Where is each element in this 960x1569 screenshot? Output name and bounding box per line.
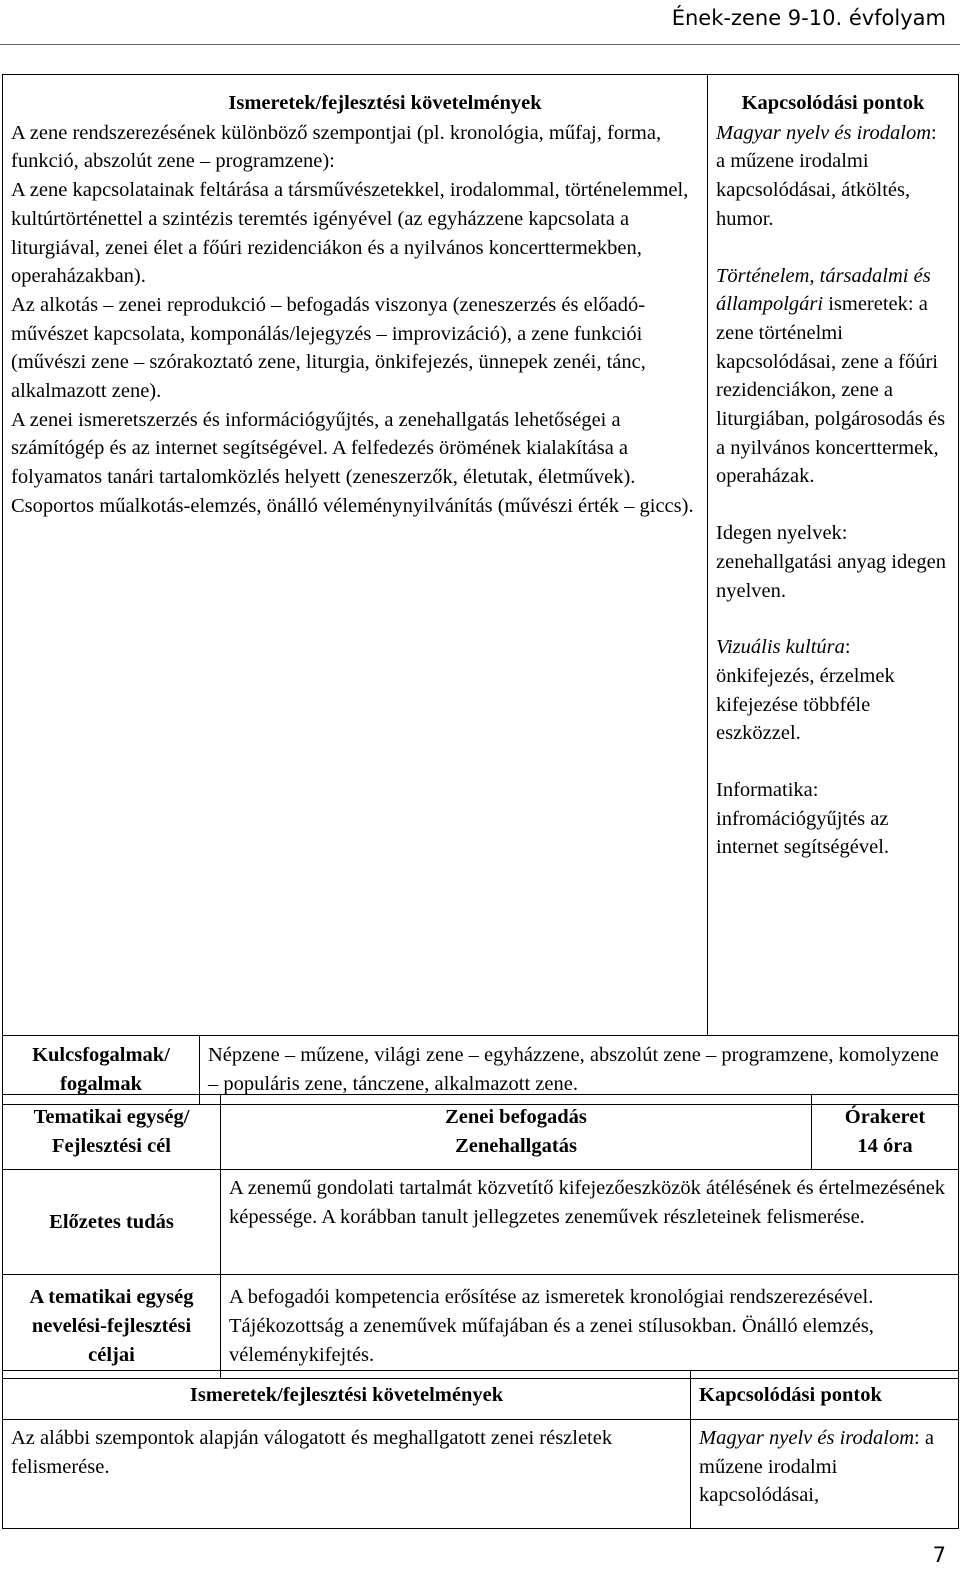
link-subject: Magyar nyelv és irodalom [699,1427,915,1449]
requirements-paragraph: Csoportos műalkotás-elemzés, önálló véleménynyilvánítás (művészi érték – giccs). [11,494,694,517]
link-subject: Vizuális kultúra [716,636,845,659]
link-item [699,1424,950,1510]
hours-label: Órakeret [844,1106,926,1129]
links-heading: Kapcsolódási pontok [699,1383,882,1406]
link-text: Informatika: infromációgyűjtés az internet segítségével. [716,779,890,859]
links-cell [708,75,959,1036]
page-number: 7 [932,1543,946,1567]
requirements-text-cell [3,1420,691,1529]
unit-table [2,1094,959,1379]
link-text: ismeretek: a zene történelmi kapcsolódásai, zene a főúri rezidenciákon, zene a liturgiában, polgárosodás és a nyilvános koncerttermek, operaházak. [716,293,946,488]
hours-cell [812,1095,959,1170]
requirements-table-2 [2,1370,959,1529]
requirements-paragraph: A zene rendszerezésének különböző szempontjai (pl. kronológia, műfaj, forma, funkció, abszolút zene – programzene): [11,121,662,173]
unit-title-line: Zenei befogadás [445,1106,587,1129]
link-item [716,633,950,748]
requirements-paragraph: A zene kapcsolatainak feltárása a társművészetekkel, irodalommal, történelemmel, kultúrtörténettel a szintézis teremtés igényével (az egyházzene kapcsolata a liturgiával, zenei élet a főúri rezidenciákon és a nyilvános koncerttermekben, operaházakban). [11,179,689,288]
requirements-paragraph: Az alkotás – zenei reprodukció – befogadás viszonya (zeneszerzés és előadó-művészet kapcsolata, komponálás/lejegyzés – improvizáció), a zene funkciói (művészi zene – szórakoztató zene, liturgia, önkifejezés, ünnepek zenéi, tánc, alkalmazott zene). [11,293,646,403]
page-header-title: Ének-zene 9-10. évfolyam [671,6,946,30]
link-item [716,119,950,234]
link-text: : a műzene irodalmi kapcsolódásai, [699,1427,934,1507]
goals-label: A tematikai egység nevelési-fejlesztési céljai [29,1286,194,1366]
prior-knowledge-text-cell [221,1170,959,1275]
header-divider [0,44,960,45]
key-concepts-label: Kulcsfogalmak/ fogalmak [32,1044,170,1095]
prior-knowledge-text: A zenemű gondolati tartalmát közvetítő kifejezőeszközök átélésének és értelmezésének képessége. A korábban tanult jellegzetes zeneművek részleteinek felismerése. [229,1177,946,1228]
goals-label-cell [3,1275,221,1379]
unit-label-cell [3,1095,221,1170]
link-text: : önkifejezés, érzelmek kifejezése többféle eszközzel. [716,636,895,745]
link-text: Idegen nyelvek: zenehallgatási anyag idegen nyelven. [716,522,946,602]
links-heading: Kapcsolódási pontok [741,92,925,114]
requirements-table-1 [2,74,959,1105]
goals-text-cell [221,1275,959,1379]
requirements-paragraph: A zenei ismeretszerzés és információgyűjtés, a zenehallgatás lehetőségei a számítógép és az internet segítségével. A felfedezés örömének kialakítása a folyamatos tanári tartalomközlés helyett (zeneszerzők, életutak, életművek). [11,408,636,489]
requirements-heading: Ismeretek/fejlesztési követelmények [189,1383,504,1406]
unit-title-cell [221,1095,812,1170]
requirements-cell [3,75,708,1036]
hours-value: 14 óra [857,1135,913,1157]
link-text: : a műzene irodalmi kapcsolódásai, átköltés, humor. [716,121,937,230]
prior-knowledge-label: Előzetes tudás [49,1210,174,1233]
link-item [716,776,950,862]
link-subject: Történelem, társadalmi és állampolgári [716,264,931,316]
links-text-cell [691,1420,959,1529]
link-item [716,262,950,492]
unit-label: Tematikai egység/ Fejlesztési cél [33,1106,190,1157]
requirements-heading-cell [3,1371,691,1420]
unit-title-line: Zenehallgatás [455,1135,577,1157]
requirements-text: Az alábbi szempontok alapján válogatott és meghallgatott zenei részletek felismerése. [11,1427,613,1478]
link-subject: Magyar nyelv és irodalom [716,121,932,144]
key-concepts-text: Népzene – műzene, világi zene – egyházzene, abszolút zene – programzene, komolyzene – populáris zene, tánczene, alkalmazott zene. [208,1044,939,1095]
goals-text: A befogadói kompetencia erősítése az ismeretek kronológiai rendszerezésével. Tájékozottság a zeneművek műfajában és a zenei stílusokban. Önálló elemzés, véleménykifejtés. [229,1286,874,1366]
prior-knowledge-label-cell [3,1170,221,1275]
requirements-heading: Ismeretek/fejlesztési követelmények [228,92,542,114]
links-heading-cell [691,1371,959,1420]
link-item [716,519,950,605]
